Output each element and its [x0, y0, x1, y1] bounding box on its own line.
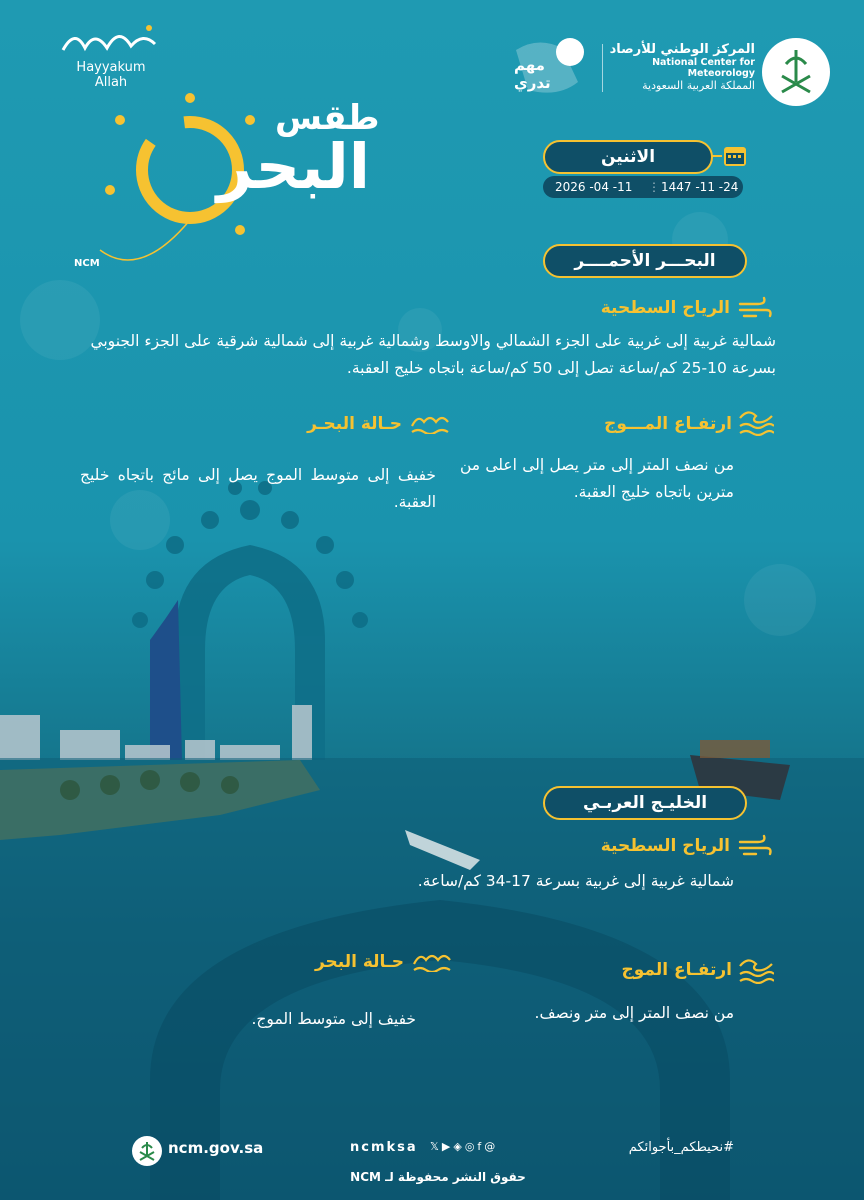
social-icons [430, 1140, 495, 1153]
gulf-sea-state-title: حـالة البحر [314, 952, 404, 972]
gulf-wave-height-icon [738, 954, 774, 984]
hayyakum-en: Hayyakum Allah [76, 60, 146, 90]
copyright-text: حقوق النشر محفوظة لـ NCM [350, 1170, 526, 1184]
sea-state-icon [410, 410, 450, 434]
ncm-name-sub: المملكة العربية السعودية [642, 79, 755, 92]
red-sea-waves-title: ارتفـاع المـــوج [604, 414, 732, 434]
hayyakum-calligraphy [55, 20, 165, 60]
gulf-sea-state-icon [412, 948, 452, 972]
footer-ncm-logo [132, 1136, 162, 1166]
footer-website[interactable]: ncm.gov.sa [168, 1139, 264, 1157]
red-sea-sea-state-text: خفيف إلى متوسط الموج يصل إلى مائج باتجاه خليج العقبة. [80, 466, 436, 511]
youtube-icon[interactable]: ▶ [441, 1140, 451, 1153]
header-divider [602, 44, 603, 92]
facebook-icon[interactable]: f [477, 1140, 482, 1153]
gulf-sea-state-text: خفيف إلى متوسط الموج. [251, 1010, 416, 1028]
gulf-winds-text: شمالية غربية إلى غربية بسرعة 17-34 كم/ساعة. [417, 872, 734, 890]
gulf-winds-title: الرياح السطحية [600, 836, 730, 856]
calendar-icon [712, 144, 752, 168]
red-sea-winds-text: شمالية غربية إلى غربية على الجزء الشمالي والاوسط وشمالية غربية إلى شمالية شرقية على الجزء الجنوبي بسرعة 10-25 كم/ساعة تصل إلى 50 كم/ساعة باتجاه خليج العقبة. [90, 332, 776, 377]
ncm-name-en: National Center for Meteorology [652, 57, 755, 79]
red-sea-pill: البحـــر الأحمــــر [543, 244, 747, 278]
footer-hashtag[interactable]: #نحيطكم_بأجوائكم [628, 1140, 734, 1155]
red-sea-sea-state-title: حـالة البحـر [307, 414, 402, 434]
gulf-waves-title: ارتفـاع الموج [621, 960, 732, 980]
day-pill: الاثنين [543, 140, 713, 174]
red-sea-winds-title: الرياح السطحية [600, 298, 730, 318]
wave-height-icon [738, 406, 774, 436]
instagram-icon[interactable]: ◎ [464, 1140, 475, 1153]
ncm-logo [762, 38, 830, 106]
red-sea-waves-text: من نصف المتر إلى متر يصل إلى اعلى من مترين باتجاه خليج العقبة. [460, 456, 734, 501]
title-small: طقس [275, 98, 380, 138]
footer-handle[interactable]: ncmksa [350, 1140, 418, 1155]
arabian-gulf-pill: الخليـج العربـي [543, 786, 747, 820]
gulf-wind-icon [738, 834, 772, 860]
threads-icon[interactable]: @ [484, 1140, 496, 1153]
footer-copyright [340, 1170, 536, 1184]
title-big: البحر [216, 130, 370, 203]
wind-icon [738, 296, 772, 322]
ncm-name-block [605, 42, 755, 92]
ncm-name-ar: المركز الوطني للأرصاد [609, 42, 755, 57]
hayyakum-logo [55, 20, 165, 90]
tower-building [150, 600, 182, 760]
snapchat-icon[interactable]: ◈ [453, 1140, 462, 1153]
mission-word-2: تدري [514, 74, 551, 92]
date-separator: ⋮ [648, 180, 660, 194]
mission-logo [508, 32, 594, 98]
gulf-waves-text: من نصف المتر إلى متر ونصف. [534, 1004, 734, 1022]
date-bar [543, 176, 743, 198]
gregorian-date: 2026 -04 -11 [555, 180, 633, 194]
x-icon[interactable]: 𝕏 [430, 1140, 439, 1153]
hijri-date: 1447 -11 -24 [661, 180, 739, 194]
title-ncm-tag: NCM [74, 258, 100, 269]
mission-word-1: مهم [514, 56, 545, 74]
